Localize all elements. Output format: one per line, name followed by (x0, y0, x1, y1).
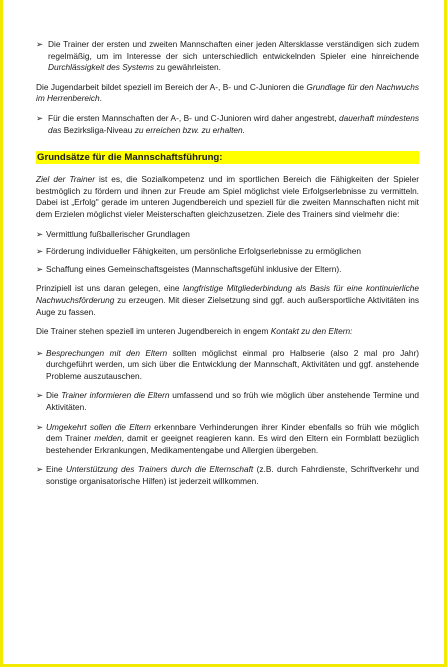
arrow-bullet-icon: ➢ (36, 246, 43, 257)
section-heading: Grundsätze für die Mannschaftsführung: (36, 151, 419, 164)
document-body (36, 39, 419, 496)
arrow-bullet-icon: ➢ (36, 228, 43, 239)
arrow-bullet-icon: ➢ (36, 421, 43, 432)
list-item: ➢ Vermittlung fußballerischer Grundlagen (36, 228, 190, 239)
bullet-besprechungen: ➢ Besprechungen mit den Eltern sollten möglichst einmal pro Halbserie (also 2 mal pro Jahr) durchgeführt werden, um sich über die Entwicklung der Mannschaft, Aktivitäten und ggf. anstehende Probleme auszutauschen. (36, 347, 419, 381)
list-item: ➢ Schaffung eines Gemeinschaftsgeistes (Mannschaftsgefühl inklusive der Eltern). (36, 263, 342, 274)
bullet-bezirksliga: ➢ Für die ersten Mannschaften der A-, B- und C-Junioren wird daher angestrebt, dauerhaft mindestens das Bezirksliga-Niveau zu erreichen bzw. zu erhalten. (36, 112, 419, 135)
bullet-eltern-melden: ➢ Umgekehrt sollen die Eltern erkennbare Verhinderungen ihrer Kinder ebenfalls so früh wie möglich dem Trainer melden, damit er geeignet reagieren kann. Es wird den Eltern ein Formblatt bezüglich bestehender Erkrankungen, Medikamentengabe und Allergien übergeben. (36, 421, 419, 455)
arrow-bullet-icon: ➢ (36, 39, 43, 49)
arrow-bullet-icon: ➢ (36, 390, 43, 401)
arrow-bullet-icon: ➢ (36, 347, 43, 358)
bullet-durchlaessigkeit: ➢ Die Trainer der ersten und zweiten Mannschaften einer jeden Altersklasse verständigen sich zudem regelmäßig, um im Interesse der sich unterschiedlich entwickelnden Spieler eine hinreichende Durchlässigkeit des Systems zu gewährleisten. (36, 39, 419, 73)
bullet-unterstuetzung: ➢ Eine Unterstützung des Trainers durch die Elternschaft (z.B. durch Fahrdienste, Schriftverkehr und sonstige organisatorische Hilfen) ist jederzeit willkommen. (36, 464, 419, 487)
paragraph-jugendarbeit: Die Jugendarbeit bildet speziell im Bereich der A-, B- und C-Junioren die Grundlage für den Nachwuchs im Herrenbereich. (36, 81, 419, 104)
paragraph-kontakt-eltern: Die Trainer stehen speziell im unteren Jugendbereich in engem Kontakt zu den Eltern: (36, 326, 353, 337)
arrow-bullet-icon: ➢ (36, 112, 43, 123)
paragraph-ziel-der-trainer: Ziel der Trainer ist es, die Sozialkompetenz und im sportlichen Bereich die Fähigkeiten der Spieler bestmöglich zu fördern und ihnen zur Freude am Spiel möglichst viele Erfolgserlebnisse zu vermitteln. Dabei ist „Erfolg" gerade im unteren Jugendbereich und speziell für die zweiten Mannschaften nicht mit dem Erzielen möglichst vieler Meisterschaften gleichzusetzen. Ziele des Trainers sind vielmehr die: (36, 174, 419, 219)
bullet-trainer-informieren: ➢ Die Trainer informieren die Eltern umfassend und so früh wie möglich über anstehende Termine und Aktivitäten. (36, 390, 419, 413)
arrow-bullet-icon: ➢ (36, 464, 43, 475)
list-item: ➢ Förderung individueller Fähigkeiten, um persönliche Erfolgserlebnisse zu ermöglichen (36, 246, 361, 257)
paragraph-mitgliederbindung: Prinzipiell ist uns daran gelegen, eine langfristige Mitgliederbindung als Basis für eine kontinuierliche Nachwuchsförderung zu erzeugen. Mit dieser Zielsetzung sind ggf. auch außersportliche Aktivitäten ins Auge zu fassen. (36, 283, 419, 317)
arrow-bullet-icon: ➢ (36, 263, 43, 274)
